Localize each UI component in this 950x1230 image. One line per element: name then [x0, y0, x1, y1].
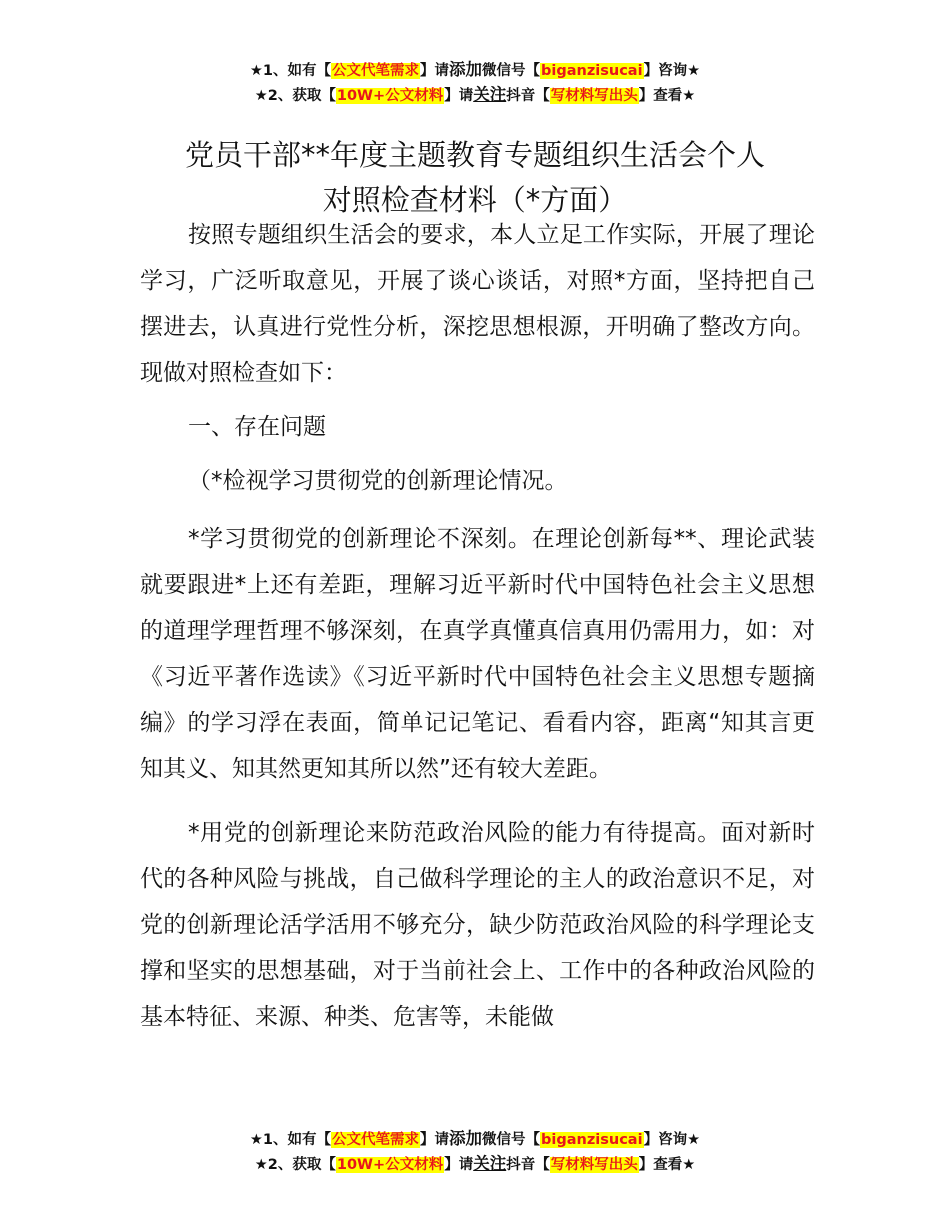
banner-emphasis: 添加 — [449, 1129, 483, 1148]
document-title — [0, 133, 950, 223]
banner-text: 】请 — [444, 1157, 474, 1173]
banner-highlight: 10W+公文材料 — [336, 1157, 444, 1173]
footer-banner — [0, 1127, 950, 1177]
header-banner-line-2 — [0, 83, 950, 108]
banner-emphasis: 添加 — [449, 60, 483, 79]
banner-highlight: 公文代笔需求 — [332, 63, 420, 79]
banner-emphasis: 关注 — [473, 1154, 507, 1173]
subsection-heading: （*检视学习贯彻党的创新理论情况。 — [188, 468, 568, 494]
banner-text: 微信号【 — [482, 63, 541, 79]
banner-wechat-id: biganzisucai — [541, 1132, 643, 1148]
banner-text: 】咨询★ — [643, 63, 701, 79]
footer-banner-line-2 — [0, 1152, 950, 1177]
banner-text: ★1、如有【 — [249, 1132, 332, 1148]
banner-text: 抖音【 — [506, 1157, 550, 1173]
banner-text: ★1、如有【 — [249, 63, 332, 79]
header-banner-line-1 — [0, 58, 950, 83]
banner-douyin-account: 写材料写出头 — [550, 1157, 638, 1173]
footer-banner-line-1 — [0, 1127, 950, 1152]
banner-text: 】请 — [420, 63, 450, 79]
header-banner — [0, 58, 950, 108]
banner-text: 抖音【 — [506, 88, 550, 104]
banner-text: 】咨询★ — [643, 1132, 701, 1148]
section-heading: 一、存在问题 — [188, 414, 326, 440]
banner-emphasis: 关注 — [473, 85, 507, 104]
banner-text: 】查看★ — [638, 1157, 696, 1173]
document-body — [140, 212, 815, 1040]
body-paragraph: *用党的创新理论来防范政治风险的能力有待提高。面对新时代的各种风险与挑战，自己做科学理论的主人的政治意识不足，对党的创新理论活学活用不够充分，缺少防范政治风险的科学理论支撑和坚实的思想基础，对于当前社会上、工作中的各种政治风险的基本特征、来源、种类、危害等，未能做 — [140, 820, 815, 1030]
intro-paragraph: 按照专题组织生活会的要求，本人立足工作实际，开展了理论学习，广泛听取意见，开展了谈心谈话，对照*方面，坚持把自己摆进去，认真进行党性分析，深挖思想根源，开明确了整改方向。现做对照检查如下： — [140, 222, 815, 386]
body-paragraph: *学习贯彻党的创新理论不深刻。在理论创新每**、理论武装就要跟进*上还有差距，理解习近平新时代中国特色社会主义思想的道理学理哲理不够深刻，在真学真懂真信真用仍需用力，如：对《习近平著作选读》《习近平新时代中国特色社会主义思想专题摘编》的学习浮在表面，简单记记笔记、看看内容，距离“知其言更知其义、知其然更知其所以然”还有较大差距。 — [140, 526, 815, 782]
banner-text: 】请 — [444, 88, 474, 104]
document-title-line-2: 对照检查材料（*方面） — [322, 183, 628, 218]
banner-douyin-account: 写材料写出头 — [550, 88, 638, 104]
banner-text: ★2、获取【 — [254, 88, 336, 104]
banner-text: ★2、获取【 — [254, 1157, 336, 1173]
banner-text: 】查看★ — [638, 88, 696, 104]
banner-text: 微信号【 — [482, 1132, 541, 1148]
banner-text: 】请 — [420, 1132, 450, 1148]
banner-highlight: 10W+公文材料 — [336, 88, 444, 104]
document-title-line-1: 党员干部**年度主题教育专题组织生活会个人 — [184, 138, 765, 173]
banner-wechat-id: biganzisucai — [541, 63, 643, 79]
banner-highlight: 公文代笔需求 — [332, 1132, 420, 1148]
